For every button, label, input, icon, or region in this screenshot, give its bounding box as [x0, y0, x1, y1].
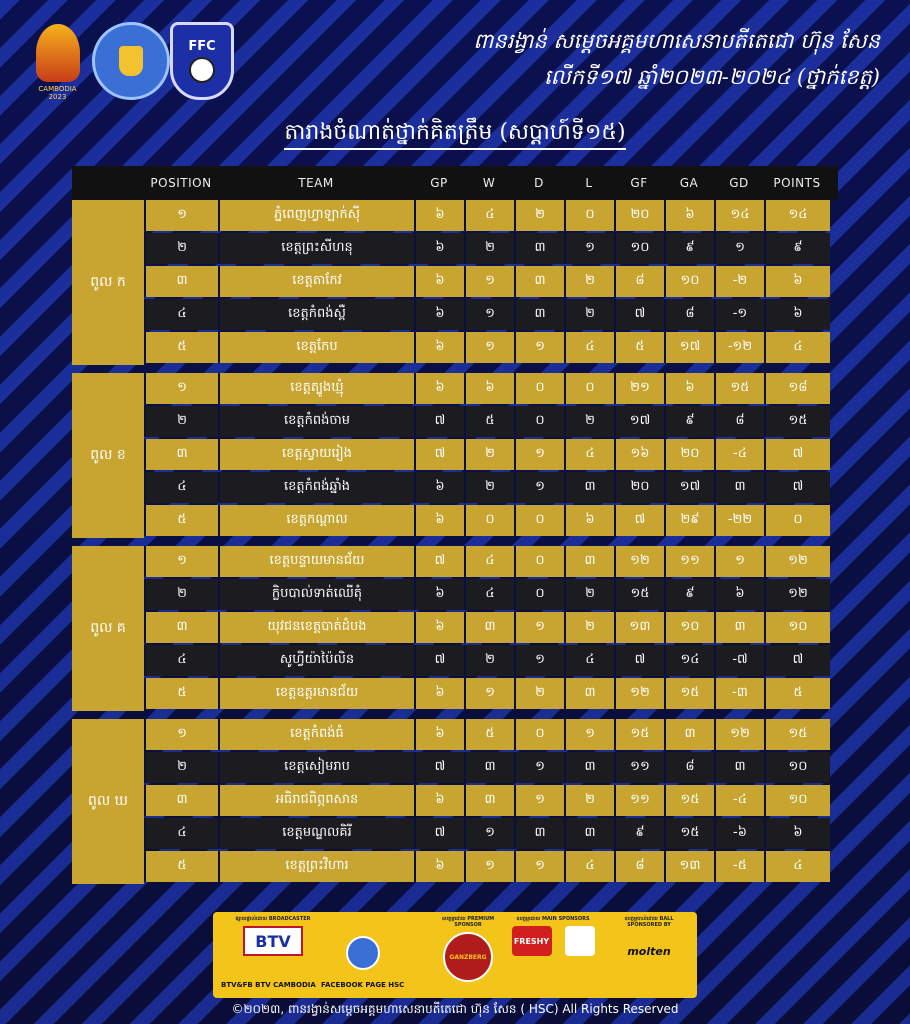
table-cell-points: ៥	[764, 678, 830, 709]
table-cell-d: ៣	[514, 299, 564, 330]
col-ga: GA	[679, 176, 699, 190]
table-cell-position: ៣	[144, 439, 218, 470]
table-cell-d: ១	[514, 851, 564, 882]
table-row	[144, 266, 838, 297]
table-cell-gf: ២១	[614, 373, 664, 404]
table-cell-position: ៤	[144, 645, 218, 676]
table-cell-w: ២	[464, 472, 514, 503]
col-w: W	[482, 176, 496, 190]
table-row	[144, 373, 838, 404]
table-cell-ga: ១០	[664, 266, 714, 297]
standings-table	[72, 166, 838, 884]
table-cell-gp: ៦	[414, 678, 464, 709]
table-row	[144, 752, 838, 783]
table-row	[144, 505, 838, 536]
table-cell-gp: ៦	[414, 579, 464, 610]
table-cell-gp: ៦	[414, 505, 464, 536]
table-row	[144, 332, 838, 363]
broadcaster-sponsor	[233, 916, 313, 956]
table-cell-w: ១	[464, 332, 514, 363]
table-cell-team: ខេត្តកំពង់ធំ	[218, 719, 414, 750]
table-cell-gf: ១២	[614, 546, 664, 577]
table-cell-team: ខេត្តកំពង់ស្ពឺ	[218, 299, 414, 330]
table-cell-points: ១៤	[764, 200, 830, 231]
table-cell-team: ខេត្តស្វាយរៀង	[218, 439, 414, 470]
col-gd: GD	[729, 176, 749, 190]
ganzberg-logo: GANZBERG	[443, 932, 493, 982]
table-cell-team: ក្លិបបាល់ទាត់ឈើតុំ	[218, 579, 414, 610]
table-cell-l: ១	[564, 233, 614, 264]
ffc-logo	[170, 22, 234, 100]
table-cell-d: ១	[514, 332, 564, 363]
table-cell-l: ៣	[564, 818, 614, 849]
table-cell-gf: ១១	[614, 752, 664, 783]
table-cell-gd: -១	[714, 299, 764, 330]
table-cell-gf: ១១	[614, 785, 664, 816]
table-row	[144, 233, 838, 264]
table-cell-gp: ៦	[414, 719, 464, 750]
table-row	[144, 299, 838, 330]
table-cell-ga: ១៥	[664, 678, 714, 709]
table-cell-ga: ៩	[664, 233, 714, 264]
table-cell-ga: ១០	[664, 612, 714, 643]
table-cell-points: ៦	[764, 818, 830, 849]
group-block	[72, 373, 838, 538]
table-cell-l: ២	[564, 612, 614, 643]
table-cell-points: ៩	[764, 233, 830, 264]
table-cell-points: ០	[764, 505, 830, 536]
table-cell-points: ៧	[764, 645, 830, 676]
table-cell-l: ១	[564, 719, 614, 750]
table-cell-gd: -៣	[714, 678, 764, 709]
table-cell-w: ២	[464, 233, 514, 264]
table-cell-gd: -៤	[714, 439, 764, 470]
table-cell-gp: ៦	[414, 472, 464, 503]
table-cell-ga: ១៣	[664, 851, 714, 882]
page-title-text: តារាងចំណាត់ថ្នាក់គិតត្រឹម (សប្តាហ៍ទី១៥)	[284, 120, 625, 150]
col-points: POINTS	[773, 176, 821, 190]
table-cell-gd: ៦	[714, 579, 764, 610]
table-cell-w: ១	[464, 299, 514, 330]
table-cell-team: ខេត្តកំពង់ចាម	[218, 406, 414, 437]
table-cell-points: ៤	[764, 851, 830, 882]
table-cell-d: ៣	[514, 266, 564, 297]
col-gf: GF	[630, 176, 648, 190]
table-cell-gf: ៧	[614, 299, 664, 330]
table-cell-team: ភ្នំពេញហ្វាឡាក់ស៊ី	[218, 200, 414, 231]
table-cell-w: ១	[464, 678, 514, 709]
premium-sponsor	[428, 916, 508, 982]
table-cell-gp: ៦	[414, 851, 464, 882]
table-cell-gp: ៦	[414, 785, 464, 816]
table-cell-ga: ៣	[664, 719, 714, 750]
table-cell-gd: ៨	[714, 406, 764, 437]
table-cell-d: ១	[514, 612, 564, 643]
table-cell-position: ៣	[144, 266, 218, 297]
football-icon	[189, 57, 215, 83]
group-label: ពូល ឃ	[72, 719, 144, 884]
group-rows	[144, 373, 838, 538]
group-label: ពូល គ	[72, 546, 144, 711]
table-cell-team: ខេត្តត្បូងឃ្មុំ	[218, 373, 414, 404]
table-cell-ga: ១៧	[664, 332, 714, 363]
table-cell-l: ២	[564, 785, 614, 816]
table-cell-gp: ៧	[414, 818, 464, 849]
table-cell-d: ១	[514, 472, 564, 503]
table-row	[144, 719, 838, 750]
table-row	[144, 645, 838, 676]
table-cell-ga: ៦	[664, 373, 714, 404]
table-cell-l: ៦	[564, 505, 614, 536]
table-cell-d: ១	[514, 439, 564, 470]
table-cell-l: ២	[564, 266, 614, 297]
table-cell-position: ២	[144, 233, 218, 264]
table-cell-team: យុវជនខេត្តបាត់ដំបង	[218, 612, 414, 643]
group-rows	[144, 719, 838, 884]
table-cell-gf: ៨	[614, 851, 664, 882]
table-cell-gf: ១៣	[614, 612, 664, 643]
table-cell-gd: -២	[714, 266, 764, 297]
table-cell-points: ៤	[764, 332, 830, 363]
btv-logo: BTV	[243, 926, 303, 956]
table-cell-ga: ១៤	[664, 645, 714, 676]
table-cell-gd: ១៥	[714, 373, 764, 404]
table-cell-l: ៣	[564, 752, 614, 783]
table-cell-points: ៦	[764, 266, 830, 297]
table-cell-team: ខេត្តបន្ទាយមានជ័យ	[218, 546, 414, 577]
table-row	[144, 406, 838, 437]
table-cell-position: ៥	[144, 678, 218, 709]
table-cell-gp: ៦	[414, 266, 464, 297]
col-d: D	[534, 176, 544, 190]
page-title	[0, 118, 910, 150]
table-cell-gd: ៣	[714, 612, 764, 643]
table-cell-position: ៤	[144, 472, 218, 503]
table-cell-position: ៤	[144, 299, 218, 330]
table-cell-points: ១០	[764, 785, 830, 816]
table-cell-position: ៥	[144, 332, 218, 363]
table-cell-gp: ៧	[414, 546, 464, 577]
table-cell-ga: ៨	[664, 752, 714, 783]
header	[0, 0, 910, 160]
hsc-logo	[92, 22, 170, 100]
table-cell-l: ៣	[564, 472, 614, 503]
table-cell-points: ១០	[764, 612, 830, 643]
table-cell-team: ខេត្តមណ្ឌលគិរី	[218, 818, 414, 849]
table-cell-gf: ១៦	[614, 439, 664, 470]
table-cell-points: ១២	[764, 546, 830, 577]
table-cell-w: ២	[464, 439, 514, 470]
table-cell-position: ៣	[144, 612, 218, 643]
table-cell-w: ៤	[464, 200, 514, 231]
group-label: ពូល ខ	[72, 373, 144, 538]
table-cell-points: ១០	[764, 752, 830, 783]
table-cell-position: ១	[144, 546, 218, 577]
caption-btv: BTV&FB BTV CAMBODIA	[221, 981, 316, 989]
table-cell-team: អធិរាជពិព្ភពសាន	[218, 785, 414, 816]
runner-logo-icon	[565, 926, 595, 956]
group-block	[72, 719, 838, 884]
table-cell-team: ខេត្តកណ្តាល	[218, 505, 414, 536]
table-cell-l: ២	[564, 579, 614, 610]
table-cell-ga: ៩	[664, 406, 714, 437]
ball-sponsor	[607, 916, 691, 964]
freshy-logo: FRESHY	[512, 926, 552, 956]
table-cell-gp: ៦	[414, 299, 464, 330]
table-cell-team: ខេត្តព្រះសីហនុ	[218, 233, 414, 264]
table-cell-position: ២	[144, 406, 218, 437]
table-cell-gp: ៦	[414, 200, 464, 231]
hsc-page-sponsor	[328, 916, 398, 970]
table-cell-gd: -៥	[714, 851, 764, 882]
col-team: TEAM	[298, 176, 334, 190]
table-cell-team: ខេត្តសៀមរាប	[218, 752, 414, 783]
premium-label: ឧបត្ថម្ភដោយ PREMIUM SPONSOR	[441, 916, 495, 928]
table-cell-d: ០	[514, 373, 564, 404]
table-cell-gf: ១៧	[614, 406, 664, 437]
table-cell-gd: -១២	[714, 332, 764, 363]
table-cell-ga: ៦	[664, 200, 714, 231]
table-cell-ga: ១៥	[664, 818, 714, 849]
table-cell-gf: ១៥	[614, 719, 664, 750]
group-rows	[144, 200, 838, 365]
table-cell-team: សូហ្វីយ៉ាប៉ៃលិន	[218, 645, 414, 676]
table-cell-gd: -៤	[714, 785, 764, 816]
table-cell-gp: ៧	[414, 645, 464, 676]
table-cell-position: ៥	[144, 505, 218, 536]
table-cell-w: ១	[464, 851, 514, 882]
table-cell-gd: -២២	[714, 505, 764, 536]
table-cell-team: ខេត្តកែប	[218, 332, 414, 363]
table-row	[144, 612, 838, 643]
table-row	[144, 818, 838, 849]
table-cell-points: ៧	[764, 439, 830, 470]
table-cell-l: ៤	[564, 851, 614, 882]
table-row	[144, 546, 838, 577]
group-block	[72, 200, 838, 365]
col-l: L	[585, 176, 593, 190]
table-cell-position: ១	[144, 373, 218, 404]
table-cell-d: ១	[514, 645, 564, 676]
table-cell-d: ០	[514, 579, 564, 610]
table-cell-gf: ៩	[614, 818, 664, 849]
table-cell-d: ០	[514, 505, 564, 536]
broadcaster-label: ផ្សាយផ្ទាល់ដោយ BROADCASTER	[235, 916, 311, 922]
trophy-icon	[119, 46, 143, 76]
table-cell-team: ខេត្តតាកែវ	[218, 266, 414, 297]
table-cell-gd: -៦	[714, 818, 764, 849]
table-cell-w: ៤	[464, 546, 514, 577]
table-cell-gf: ៥	[614, 332, 664, 363]
group-rows	[144, 546, 838, 711]
table-cell-d: ០	[514, 546, 564, 577]
table-cell-l: ០	[564, 373, 614, 404]
table-cell-team: ខេត្តកំពង់ឆ្នាំង	[218, 472, 414, 503]
table-cell-gp: ៦	[414, 373, 464, 404]
hsc-small-logo	[346, 936, 380, 970]
table-cell-position: ៤	[144, 818, 218, 849]
table-cell-gd: ១៤	[714, 200, 764, 231]
tournament-edition: លើកទី១៧ ឆ្នាំ២០២៣-២០២៤ (ថ្នាក់ខេត្ត)	[543, 65, 880, 89]
group-block	[72, 546, 838, 711]
molten-logo: molten	[627, 944, 671, 958]
table-cell-gp: ៧	[414, 439, 464, 470]
table-cell-gp: ៦	[414, 332, 464, 363]
table-cell-d: ១	[514, 752, 564, 783]
table-cell-w: ១	[464, 266, 514, 297]
flame-icon	[36, 24, 80, 82]
ffc-logo-text: FFC	[188, 39, 216, 54]
table-cell-l: ៤	[564, 439, 614, 470]
table-cell-w: ១	[464, 818, 514, 849]
table-cell-position: ១	[144, 200, 218, 231]
table-cell-ga: ១៧	[664, 472, 714, 503]
table-cell-gd: -៧	[714, 645, 764, 676]
table-cell-l: ៣	[564, 678, 614, 709]
table-row	[144, 472, 838, 503]
table-cell-d: ២	[514, 200, 564, 231]
table-cell-team: ខេត្តឧត្តរមានជ័យ	[218, 678, 414, 709]
table-cell-points: ១២	[764, 579, 830, 610]
table-row	[144, 439, 838, 470]
col-position: POSITION	[150, 176, 212, 190]
sea-games-logo	[30, 15, 85, 110]
table-row	[144, 851, 838, 882]
table-cell-d: ០	[514, 406, 564, 437]
table-cell-gf: ៧	[614, 645, 664, 676]
table-cell-points: ១៥	[764, 406, 830, 437]
table-cell-ga: ២០	[664, 439, 714, 470]
table-cell-gd: ១២	[714, 719, 764, 750]
table-cell-d: ៣	[514, 233, 564, 264]
col-gp: GP	[430, 176, 448, 190]
table-cell-gf: ១០	[614, 233, 664, 264]
table-cell-position: ២	[144, 579, 218, 610]
table-cell-position: ៣	[144, 785, 218, 816]
table-row	[144, 785, 838, 816]
table-cell-ga: ៩	[664, 579, 714, 610]
table-cell-gp: ៦	[414, 233, 464, 264]
table-cell-gf: ២០	[614, 200, 664, 231]
table-cell-w: ៣	[464, 612, 514, 643]
table-cell-d: ៣	[514, 818, 564, 849]
table-cell-l: ២	[564, 406, 614, 437]
table-cell-position: ១	[144, 719, 218, 750]
tournament-title: ពានរង្វាន់ សម្តេចអគ្គមហាសេនាបតីតេជោ ហ៊ុន សែន	[473, 29, 880, 53]
table-cell-ga: ៨	[664, 299, 714, 330]
table-header	[72, 166, 838, 200]
ball-label: ឧបត្ថម្ភបាល់ដោយ BALL SPONSORED BY	[624, 916, 674, 928]
table-cell-l: ២	[564, 299, 614, 330]
table-cell-d: ១	[514, 785, 564, 816]
copyright-footer: ©២០២៣, ពានរង្វាន់សម្តេចអគ្គមហាសេនាបតីតេជោ ហ៊ុន សែន ( HSC) All Rights Reserved	[231, 1002, 679, 1016]
main-label: ឧបត្ថម្ភដោយ MAIN SPONSORS	[516, 916, 590, 922]
table-row	[144, 200, 838, 231]
sea-games-logo-text: CAMBODIA 2023	[38, 84, 77, 101]
table-cell-w: ៤	[464, 579, 514, 610]
sponsors-bar	[213, 912, 697, 998]
table-cell-w: ៥	[464, 719, 514, 750]
table-cell-points: ៦	[764, 299, 830, 330]
table-cell-gf: ៧	[614, 505, 664, 536]
table-cell-gd: ៣	[714, 752, 764, 783]
table-cell-l: ០	[564, 200, 614, 231]
table-cell-w: ៥	[464, 406, 514, 437]
table-cell-w: ០	[464, 505, 514, 536]
table-cell-gd: ១	[714, 546, 764, 577]
table-cell-gf: ៨	[614, 266, 664, 297]
table-cell-l: ៤	[564, 332, 614, 363]
table-cell-ga: ១៥	[664, 785, 714, 816]
table-cell-l: ៤	[564, 645, 614, 676]
table-cell-ga: ២៩	[664, 505, 714, 536]
table-cell-team: ខេត្តព្រះវិហារ	[218, 851, 414, 882]
table-cell-w: ៦	[464, 373, 514, 404]
table-cell-gd: ១	[714, 233, 764, 264]
table-cell-w: ២	[464, 645, 514, 676]
table-cell-d: ២	[514, 678, 564, 709]
caption-fb: FACEBOOK PAGE HSC	[321, 981, 405, 989]
main-sponsors	[508, 916, 598, 956]
table-cell-w: ៣	[464, 785, 514, 816]
table-cell-gd: ៣	[714, 472, 764, 503]
table-cell-position: ២	[144, 752, 218, 783]
table-row	[144, 678, 838, 709]
table-cell-gp: ៧	[414, 752, 464, 783]
table-cell-points: ១៥	[764, 719, 830, 750]
table-cell-gf: ២០	[614, 472, 664, 503]
table-cell-d: ០	[514, 719, 564, 750]
table-row	[144, 579, 838, 610]
group-label: ពូល ក	[72, 200, 144, 365]
table-cell-l: ៣	[564, 546, 614, 577]
table-cell-gp: ៧	[414, 406, 464, 437]
table-cell-w: ៣	[464, 752, 514, 783]
table-cell-points: ១៨	[764, 373, 830, 404]
table-cell-gp: ៦	[414, 612, 464, 643]
table-cell-position: ៥	[144, 851, 218, 882]
table-cell-gf: ១២	[614, 678, 664, 709]
table-cell-points: ៧	[764, 472, 830, 503]
table-cell-gf: ១៥	[614, 579, 664, 610]
table-cell-ga: ១១	[664, 546, 714, 577]
groups-container	[72, 200, 838, 884]
